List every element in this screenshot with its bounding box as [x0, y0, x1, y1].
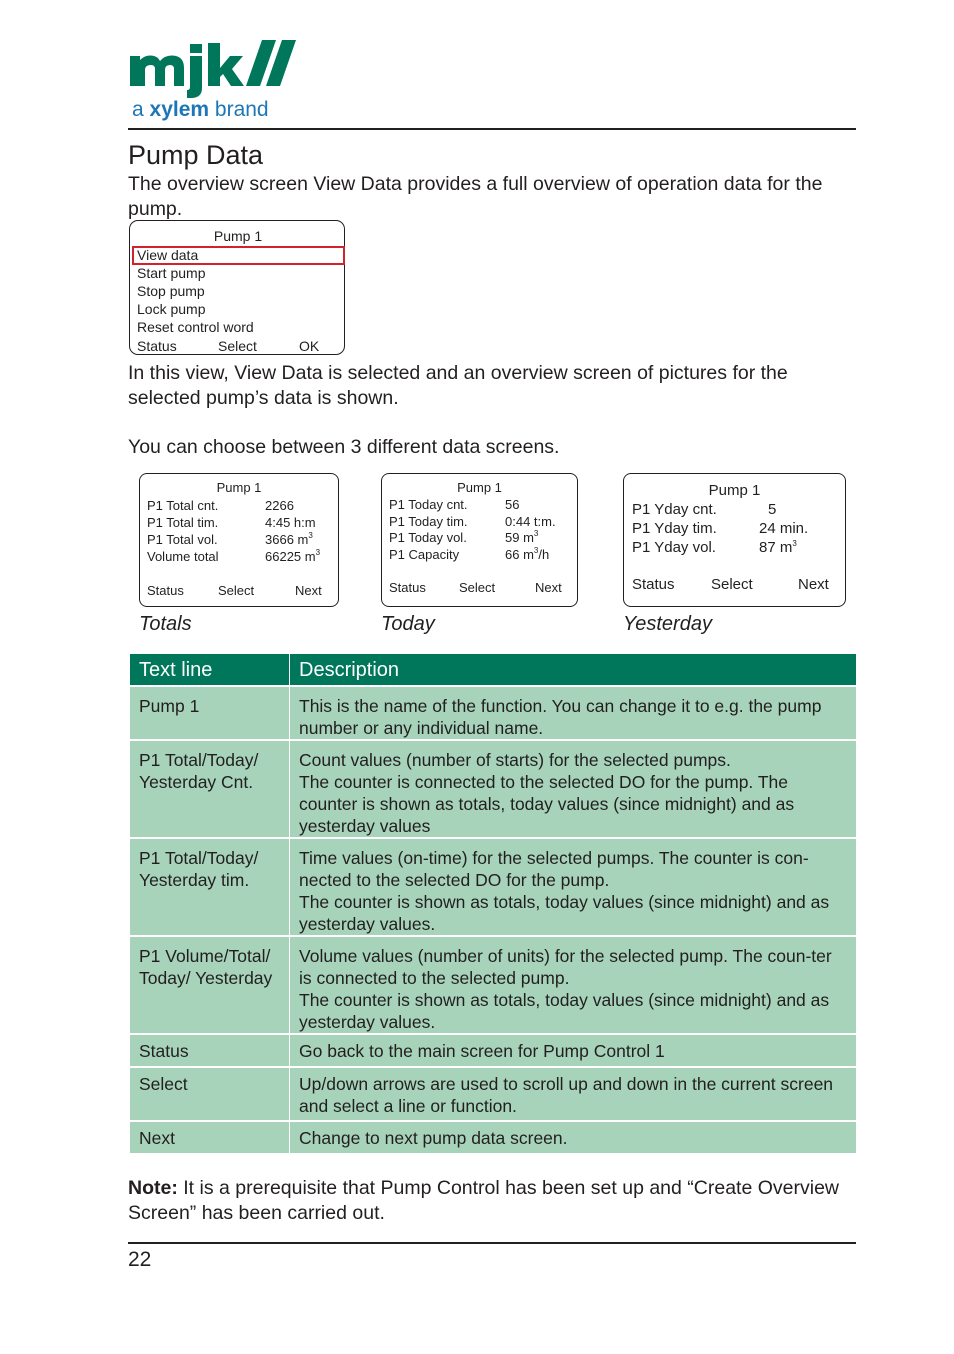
screen-row-value: 24 min.: [759, 520, 809, 537]
mjk-logo-icon: [128, 38, 298, 98]
view-data-paragraph: In this view, View Data is selected and an overview screen of pictures for the selected pump’s data is shown.: [128, 362, 788, 409]
screen-row-value: 56: [505, 497, 520, 512]
screen-footer-select[interactable]: Select: [711, 576, 753, 593]
menu-item-lock-pump[interactable]: Lock pump: [137, 301, 206, 317]
screen-footer-status[interactable]: Status: [389, 580, 426, 595]
table-row: [130, 687, 856, 739]
logo-tagline: a xylem brand: [132, 98, 269, 121]
table-cell-text-line: Select: [130, 1068, 289, 1120]
pump-menu-screen: [129, 220, 345, 355]
caption-totals: Totals: [139, 613, 192, 635]
screen-title: Pump 1: [457, 480, 502, 495]
screen-footer-next[interactable]: Next: [535, 580, 562, 595]
today-screen: [381, 473, 578, 607]
screen-footer-next[interactable]: Next: [295, 583, 322, 598]
menu-item-view-data[interactable]: View data: [137, 247, 199, 263]
screen-row-value: 66 $m^3/h$: [505, 546, 550, 562]
menu-item-reset-control-word[interactable]: Reset control word: [137, 319, 254, 335]
screen-row-label: P1 Total vol.: [147, 532, 218, 547]
screen-row-value: 87 $m^3$: [759, 539, 797, 556]
menu-item-stop-pump[interactable]: Stop pump: [137, 283, 205, 299]
screen-footer-next[interactable]: Next: [798, 576, 829, 593]
table-row: [130, 937, 856, 1033]
screen-row-label: P1 Total cnt.: [147, 498, 219, 513]
menu-item-start-pump[interactable]: Start pump: [137, 265, 206, 281]
screen-row-label: P1 Yday tim.: [632, 520, 717, 537]
table-cell-text-line: P1 Total/Today/ Yesterday tim.: [130, 839, 289, 935]
screen-row-value: 2266: [265, 498, 294, 513]
screen-row-value: 3666 $m^3$: [265, 531, 313, 547]
table-row: [130, 1068, 856, 1120]
table-header-row: [130, 654, 856, 685]
screen-row-value: 59 $m^3$: [505, 529, 539, 545]
screen-row-value: 4:45 h:m: [265, 515, 316, 530]
screen-title: Pump 1: [216, 480, 262, 495]
table-cell-text-line: Pump 1: [130, 687, 289, 739]
menu-title: Pump 1: [213, 228, 263, 244]
table-cell-description: Count values (number of starts) for the selected pumps. The counter is connected to the selected DO for the pump. The counter is shown as totals, today values (since midnight) and as yesterday values: [290, 741, 856, 837]
screen-row-label: P1 Total tim.: [147, 515, 219, 530]
table-row: [130, 839, 856, 935]
table-cell-text-line: P1 Total/Today/ Yesterday Cnt.: [130, 741, 289, 837]
totals-screen: [139, 473, 339, 607]
table-cell-text-line: Status: [130, 1035, 289, 1066]
screen-footer-status[interactable]: Status: [632, 576, 675, 593]
screen-row-label: P1 Yday cnt.: [632, 501, 717, 518]
screen-row-label: P1 Capacity: [389, 547, 460, 562]
header-divider: [128, 128, 856, 130]
note-paragraph: Note: It is a prerequisite that Pump Control has been set up and “Create Overview Screen” has been carried out.: [128, 1177, 839, 1224]
table-cell-description: Volume values (number of units) for the selected pump. The coun-ter is connected to the selected pump. The counter is shown as totals, today values (since midnight) and as yesterday values.: [290, 937, 856, 1033]
screen-row-label: P1 Today vol.: [389, 530, 467, 545]
mjk-xylem-logo: [128, 38, 298, 128]
screen-row-label: P1 Today cnt.: [389, 497, 468, 512]
screen-footer-select[interactable]: Select: [459, 580, 496, 595]
intro-paragraph: The overview screen View Data provides a full overview of operation data for the pump.: [128, 173, 823, 220]
table-header-text-line: Text line: [130, 654, 289, 685]
table-cell-text-line: P1 Volume/Total/ Today/ Yesterday: [130, 937, 289, 1033]
yesterday-screen: [623, 473, 846, 607]
menu-footer-ok[interactable]: OK: [299, 338, 320, 354]
screen-row-label: P1 Yday vol.: [632, 539, 716, 556]
page-number: 22: [128, 1248, 152, 1271]
menu-footer-select[interactable]: Select: [218, 338, 257, 354]
table-cell-description: Go back to the main screen for Pump Control 1: [290, 1035, 856, 1066]
footer-divider: [128, 1242, 856, 1244]
table-cell-description: Time values (on-time) for the selected pumps. The counter is con-nected to the selected DO for the pump. The counter is shown as totals, today values (since midnight) and as yesterday values.: [290, 839, 856, 935]
screen-row-value: 0:44 t:m.: [505, 514, 556, 529]
caption-today: Today: [381, 613, 435, 635]
table-row: [130, 741, 856, 837]
table-row: [130, 1035, 856, 1066]
table-row: [130, 1122, 856, 1153]
table-header-description: Description: [290, 654, 856, 685]
screen-row-label: Volume total: [147, 549, 219, 564]
table-cell-text-line: Next: [130, 1122, 289, 1153]
caption-yesterday: Yesterday: [623, 613, 712, 635]
screen-footer-select[interactable]: Select: [218, 583, 255, 598]
screen-row-value: 5: [768, 501, 777, 518]
page-title: Pump Data: [128, 140, 264, 170]
screen-row-label: P1 Today tim.: [389, 514, 468, 529]
screen-title: Pump 1: [708, 482, 761, 499]
screen-footer-status[interactable]: Status: [147, 583, 184, 598]
table-cell-description: Up/down arrows are used to scroll up and down in the current screen and select a line or function.: [290, 1068, 856, 1120]
table-cell-description: This is the name of the function. You can change it to e.g. the pump number or any individual name.: [290, 687, 856, 739]
choose-screens-paragraph: You can choose between 3 different data screens.: [128, 436, 560, 458]
table-cell-description: Change to next pump data screen.: [290, 1122, 856, 1153]
screen-row-value: 66225 $m^3$: [265, 548, 321, 564]
menu-footer-status[interactable]: Status: [137, 338, 177, 354]
